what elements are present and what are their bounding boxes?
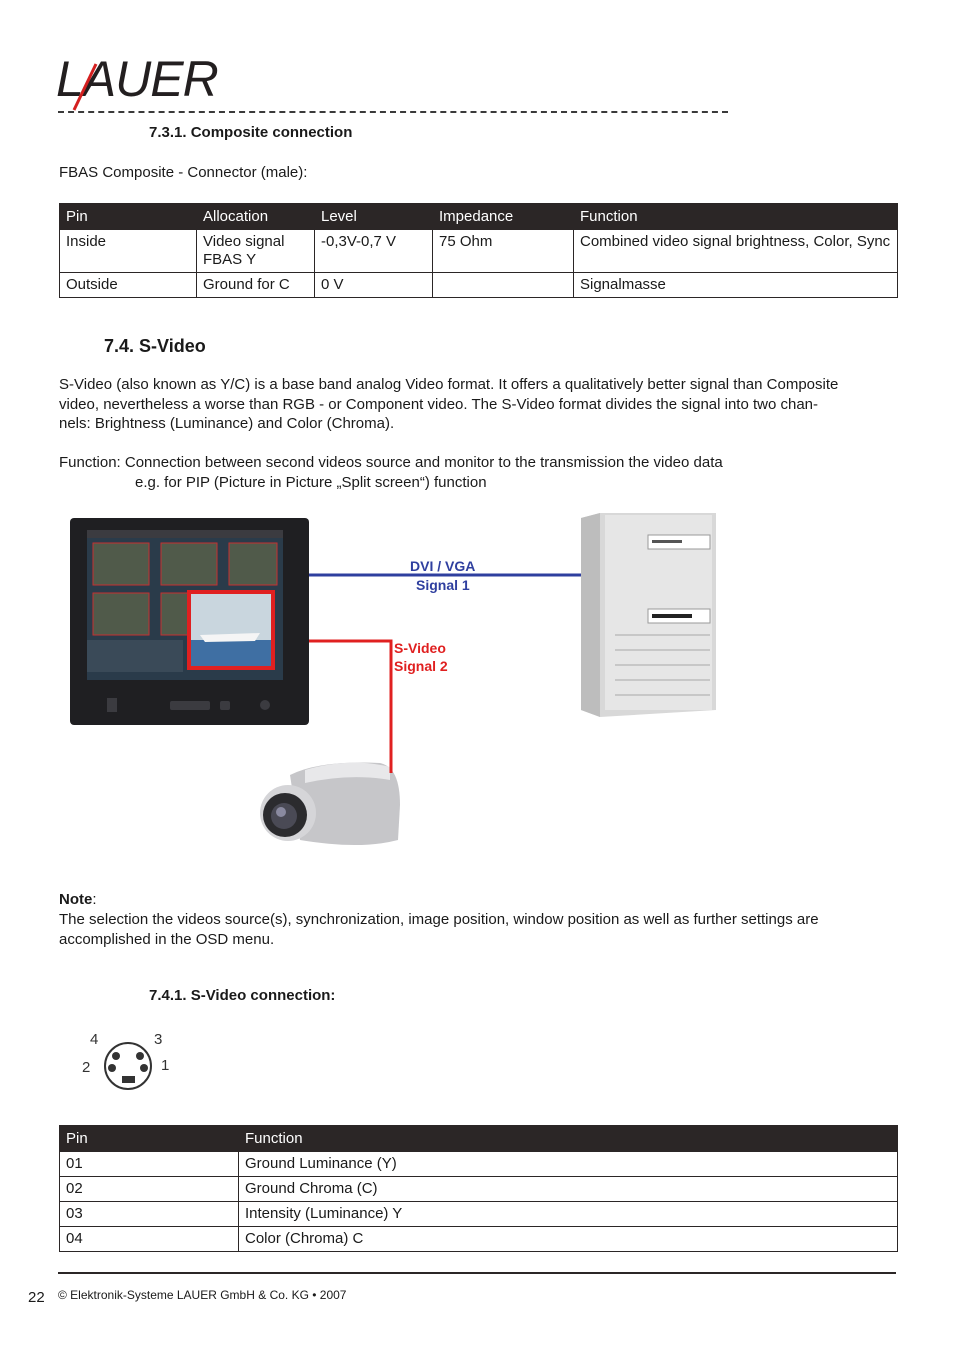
svideo-heading: 7.4. S-Video: [104, 336, 206, 356]
column-header: Pin: [60, 204, 197, 230]
connection-diagram-graphic: [60, 505, 740, 865]
description-line: nels: Brightness (Luminance) and Color (Chroma).: [59, 415, 395, 432]
dvi-label-line2: Signal 1: [416, 577, 470, 593]
table-cell: 02: [60, 1177, 239, 1202]
svideo-connector-icon: [78, 1026, 178, 1098]
column-header: Allocation: [197, 204, 315, 230]
note-label: [59, 890, 97, 910]
monitor-illustration: [70, 518, 309, 725]
table-cell: Color (Chroma) C: [239, 1227, 898, 1252]
note-label-bold: Note: [59, 891, 93, 908]
composite-intro: FBAS Composite - Connector (male):: [59, 164, 308, 181]
lauer-logo: [56, 52, 246, 112]
lauer-logo-graphic: [56, 52, 246, 112]
svideo-description: [59, 375, 909, 434]
function-example: e.g. for PIP (Picture in Picture „Split screen“) function: [135, 474, 487, 491]
table-cell: 0 V: [315, 273, 433, 298]
svideo-pin-table: [59, 1125, 898, 1252]
pin-label-2: 2: [82, 1059, 91, 1076]
table-cell: [433, 273, 574, 298]
note-line: The selection the videos source(s), synchronization, image position, window position as well as further settings are: [59, 911, 819, 928]
connection-diagram: [60, 505, 740, 865]
camcorder-illustration: [260, 763, 400, 846]
table-cell: Ground Chroma (C): [239, 1177, 898, 1202]
table-cell: Ground for C: [197, 273, 315, 298]
composite-table: [59, 203, 898, 298]
table-row: [60, 1227, 898, 1252]
description-line: video, nevertheless a worse than RGB - or Component video. The S-Video format divides the signal into two chan-: [59, 395, 819, 413]
table-cell: Combined video signal brightness, Color, Sync: [574, 230, 898, 273]
table-cell: Signalmasse: [574, 273, 898, 298]
table-row: [60, 230, 898, 273]
table-cell: Outside: [60, 273, 197, 298]
composite-heading: 7.3.1. Composite connection: [149, 124, 353, 141]
column-header: Function: [574, 204, 898, 230]
column-header: Pin: [60, 1126, 239, 1152]
table-cell: -0,3V-0,7 V: [315, 230, 433, 273]
table-cell: 04: [60, 1227, 239, 1252]
logo-text: LAUER: [56, 52, 218, 107]
pin-label-4: 4: [90, 1031, 99, 1048]
table-row: [60, 1202, 898, 1227]
table-cell: 03: [60, 1202, 239, 1227]
copyright-notice: © Elektronik-Systeme LAUER GmbH & Co. KG • 2007: [58, 1288, 347, 1302]
note-colon: :: [92, 891, 97, 908]
column-header: Function: [239, 1126, 898, 1152]
pc-tower-illustration: [581, 513, 716, 717]
pin-label-1: 1: [161, 1057, 170, 1074]
table-cell: Inside: [60, 230, 197, 273]
table-header-row: [60, 204, 898, 230]
page-number: 22: [28, 1289, 45, 1306]
column-header: Level: [315, 204, 433, 230]
table-cell: 01: [60, 1152, 239, 1177]
svideo-connector-diagram: [78, 1026, 178, 1098]
table-row: [60, 273, 898, 298]
note-line: accomplished in the OSD menu.: [59, 930, 275, 948]
header-divider: [58, 111, 728, 113]
table-cell: Video signal FBAS Y: [197, 230, 315, 273]
svideo-label-line2: Signal 2: [394, 658, 448, 674]
table-row: [60, 1177, 898, 1202]
table-cell: Intensity (Luminance) Y: [239, 1202, 898, 1227]
dvi-label-line1: DVI / VGA: [410, 558, 476, 574]
description-line: S-Video (also known as Y/C) is a base band analog Video format. It offers a qualitatively better signal than Composite: [59, 376, 839, 393]
svideo-label-line1: S-Video: [394, 640, 446, 656]
footer-divider: [58, 1272, 896, 1274]
svideo-line: [309, 641, 391, 773]
table-header-row: [60, 1126, 898, 1152]
table-row: [60, 1152, 898, 1177]
column-header: Impedance: [433, 204, 574, 230]
function-line: Function: Connection between second videos source and monitor to the transmission the video data: [59, 454, 723, 471]
table-cell: 75 Ohm: [433, 230, 574, 273]
svideo-connection-heading: 7.4.1. S-Video connection:: [149, 987, 336, 1004]
pin-label-3: 3: [154, 1031, 163, 1048]
table-cell: Ground Luminance (Y): [239, 1152, 898, 1177]
note-text: [59, 910, 909, 949]
